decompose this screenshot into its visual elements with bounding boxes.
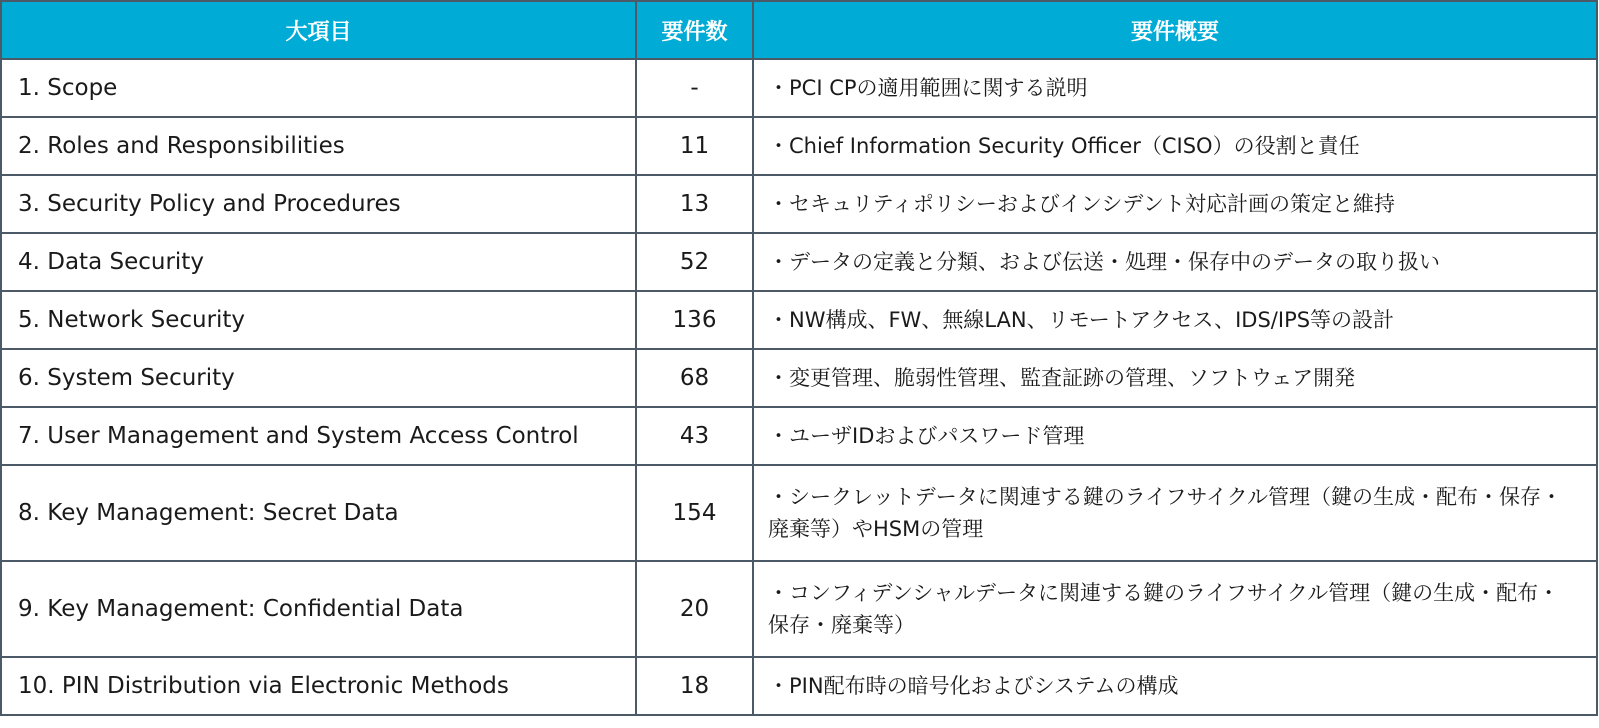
table-row xyxy=(1,59,1597,117)
count-cell: 68 xyxy=(636,349,753,407)
summary-cell: ・セキュリティポリシーおよびインシデント対応計画の策定と維持 xyxy=(753,175,1597,233)
table-row xyxy=(1,291,1597,349)
summary-cell: ・NW構成、FW、無線LAN、リモートアクセス、IDS/IPS等の設計 xyxy=(753,291,1597,349)
header-requirement-summary: 要件概要 xyxy=(753,1,1597,59)
header-major-item: 大項目 xyxy=(1,1,636,59)
count-cell: 18 xyxy=(636,657,753,715)
summary-cell: ・データの定義と分類、および伝送・処理・保存中のデータの取り扱い xyxy=(753,233,1597,291)
count-cell: - xyxy=(636,59,753,117)
count-cell: 13 xyxy=(636,175,753,233)
item-cell: 6. System Security xyxy=(1,349,636,407)
summary-cell: ・PCI CPの適用範囲に関する説明 xyxy=(753,59,1597,117)
table-row xyxy=(1,233,1597,291)
item-cell: 4. Data Security xyxy=(1,233,636,291)
summary-cell: ・シークレットデータに関連する鍵のライフサイクル管理（鍵の生成・配布・保存・廃棄等）やHSMの管理 xyxy=(753,465,1597,561)
count-cell: 136 xyxy=(636,291,753,349)
summary-cell: ・Chief Information Security Officer（CISO）の役割と責任 xyxy=(753,117,1597,175)
summary-cell: ・ユーザIDおよびパスワード管理 xyxy=(753,407,1597,465)
item-cell: 7. User Management and System Access Control xyxy=(1,407,636,465)
count-cell: 43 xyxy=(636,407,753,465)
table-header-row xyxy=(1,1,1597,59)
item-cell: 1. Scope xyxy=(1,59,636,117)
table-row xyxy=(1,657,1597,715)
count-cell: 52 xyxy=(636,233,753,291)
count-cell: 20 xyxy=(636,561,753,657)
table-row xyxy=(1,349,1597,407)
table-row xyxy=(1,561,1597,657)
table-row xyxy=(1,117,1597,175)
item-cell: 3. Security Policy and Procedures xyxy=(1,175,636,233)
count-cell: 11 xyxy=(636,117,753,175)
count-cell: 154 xyxy=(636,465,753,561)
item-cell: 10. PIN Distribution via Electronic Methods xyxy=(1,657,636,715)
header-requirement-count: 要件数 xyxy=(636,1,753,59)
summary-cell: ・変更管理、脆弱性管理、監査証跡の管理、ソフトウェア開発 xyxy=(753,349,1597,407)
summary-cell: ・コンフィデンシャルデータに関連する鍵のライフサイクル管理（鍵の生成・配布・保存・廃棄等） xyxy=(753,561,1597,657)
summary-cell: ・PIN配布時の暗号化およびシステムの構成 xyxy=(753,657,1597,715)
table-row xyxy=(1,175,1597,233)
table-row xyxy=(1,407,1597,465)
item-cell: 8. Key Management: Secret Data xyxy=(1,465,636,561)
item-cell: 9. Key Management: Confidential Data xyxy=(1,561,636,657)
table-row xyxy=(1,465,1597,561)
item-cell: 5. Network Security xyxy=(1,291,636,349)
item-cell: 2. Roles and Responsibilities xyxy=(1,117,636,175)
